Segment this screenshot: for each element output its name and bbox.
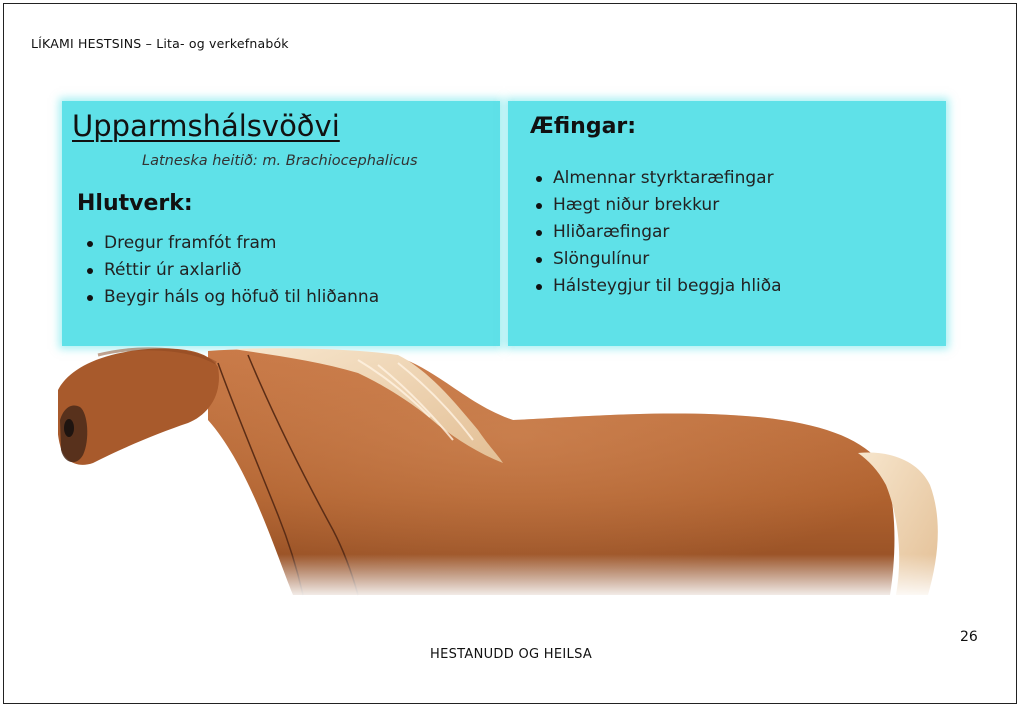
page-number: 26 xyxy=(960,629,978,645)
exercise-item: Hálsteygjur til beggja hliða xyxy=(533,273,782,300)
function-item: Réttir úr axlarlið xyxy=(84,257,379,284)
latin-name: Latneska heitið: m. Brachiocephalicus xyxy=(142,153,418,169)
function-item: Dregur framfót fram xyxy=(84,230,379,257)
page-header: LÍKAMI HESTSINS – Lita- og verkefnabók xyxy=(31,36,289,51)
exercise-item: Slöngulínur xyxy=(533,246,782,273)
exercise-item: Almennar styrktaræfingar xyxy=(533,165,782,192)
exercises-list xyxy=(533,165,782,300)
page-footer: HESTANUDD OG HEILSA xyxy=(430,647,593,662)
horse-illustration xyxy=(58,345,948,600)
exercises-panel xyxy=(508,101,946,346)
function-heading: Hlutverk: xyxy=(77,191,193,216)
exercise-item: Hliðaræfingar xyxy=(533,219,782,246)
exercise-item: Hægt niður brekkur xyxy=(533,192,782,219)
muscle-info-panel xyxy=(62,101,500,346)
function-item: Beygir háls og höfuð til hliðanna xyxy=(84,284,379,311)
exercises-heading: Æfingar: xyxy=(530,114,637,139)
function-list xyxy=(84,230,379,311)
muscle-name: Upparmshálsvöðvi xyxy=(72,109,340,143)
